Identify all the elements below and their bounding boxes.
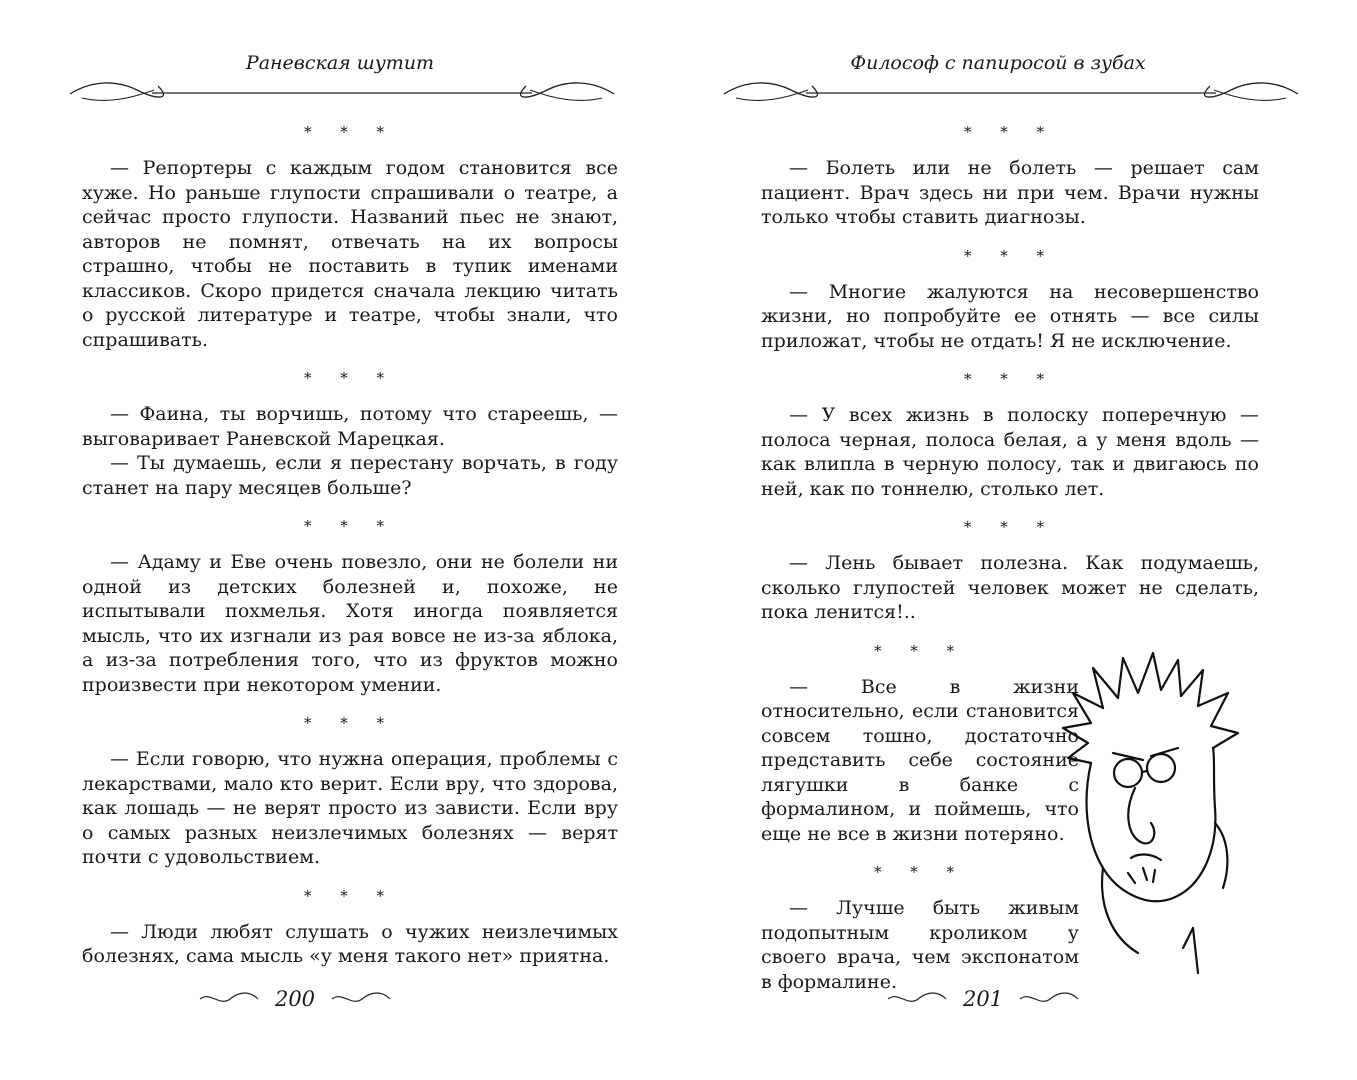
paragraph: — Болеть или не болеть — решает сам пациент. Врач здесь ни при чем. Врачи нужны только чтобы ставить диагнозы.	[761, 157, 1259, 228]
paragraph: — Если говорю, что нужна операция, проблемы с лекарствами, мало кто верит. Если вру, что здорова, как лошадь — не верят просто из зависти. Если вру о самых разных неизлечимых болезнях — верят почти с удовольствием.	[82, 748, 618, 868]
separator: * * *	[303, 369, 397, 387]
paragraph: — Люди любят слушать о чужих неизлечимых болезнях, сама мысль «у меня такого нет» приятна.	[82, 920, 618, 967]
separator: * * *	[303, 886, 397, 905]
separator: * * *	[303, 123, 397, 141]
separator: * * *	[963, 370, 1057, 388]
footer-ornament-left	[198, 991, 260, 1007]
separator: * * *	[303, 517, 397, 535]
left-page	[0, 0, 678, 1080]
running-head: Раневская шутит	[245, 52, 435, 74]
page-number: 200	[274, 986, 316, 1011]
page-number: 201	[962, 986, 1004, 1011]
separator: * * *	[963, 518, 1057, 536]
paragraph: — Адаму и Еве очень повезло, они не болели ни одной из детских болезней и, похоже, не испытывали похмелья. Хотя иногда появляется мысль, что их изгнали из рая вовсе не из-за яблока, а из-за потребления того, что из фруктов можно произвести при некотором умении.	[82, 551, 618, 696]
separator: * * *	[303, 714, 397, 732]
separator: * * *	[873, 863, 967, 881]
right-page	[678, 0, 1357, 1080]
paragraph: — Все в жизни относительно, если становится совсем тошно, достаточно представить себе состояние лягушки в банке с формалином, и поймешь, что еще не все в жизни потеряно.	[761, 675, 1079, 845]
running-head: Философ с папиросой в зубах	[850, 52, 1146, 74]
footer-ornament-left	[886, 991, 948, 1007]
paragraph: — Многие жалуются на несовершенство жизни, но попробуйте ее отнять — все силы приложат, чтобы не отдать! Я не исключение.	[761, 280, 1259, 352]
footer-ornament-right	[330, 991, 392, 1007]
left-text-column	[82, 120, 618, 969]
separator: * * *	[963, 246, 1057, 265]
paragraph: — У всех жизнь в полоску поперечную — полоса черная, полоса белая, а у меня вдоль — как влипла в черную полосу, так и двигаюсь по ней, как по тоннелю, столько лет.	[761, 404, 1259, 500]
paragraph: — Ты думаешь, если я перестану ворчать, в году станет на пару месяцев больше?	[82, 452, 618, 499]
caricature-illustration	[1043, 648, 1258, 978]
paragraph: — Лень бывает полезна. Как подумаешь, сколько глупостей человек может не сделать, пока ленится!..	[761, 552, 1259, 623]
separator: * * *	[873, 641, 967, 660]
page-footer	[833, 985, 1133, 1011]
paragraph: — Репортеры с каждым годом становится все хуже. Но раньше глупости спрашивали о театре, а сейчас просто глупости. Названий пьес не знают, авторов не помнят, отвечать на их вопросы страшно, чтобы не поставить в тупик именами классиков. Скоро придется сначала лекцию читать о русской литературе и театре, чтобы знали, что спрашивать.	[82, 157, 618, 351]
paragraph: — Фаина, ты ворчишь, потому что стареешь, — выговаривает Раневской Марецкая.	[82, 403, 618, 450]
ornamental-rule	[716, 74, 1306, 108]
ornamental-rule	[62, 74, 622, 108]
page-footer	[145, 985, 445, 1011]
footer-ornament-right	[1018, 991, 1080, 1007]
separator: * * *	[963, 123, 1057, 141]
paragraph: — Лучше быть живым подопытным кроликом у своего врача, чем экспонатом в формалине.	[761, 897, 1079, 993]
